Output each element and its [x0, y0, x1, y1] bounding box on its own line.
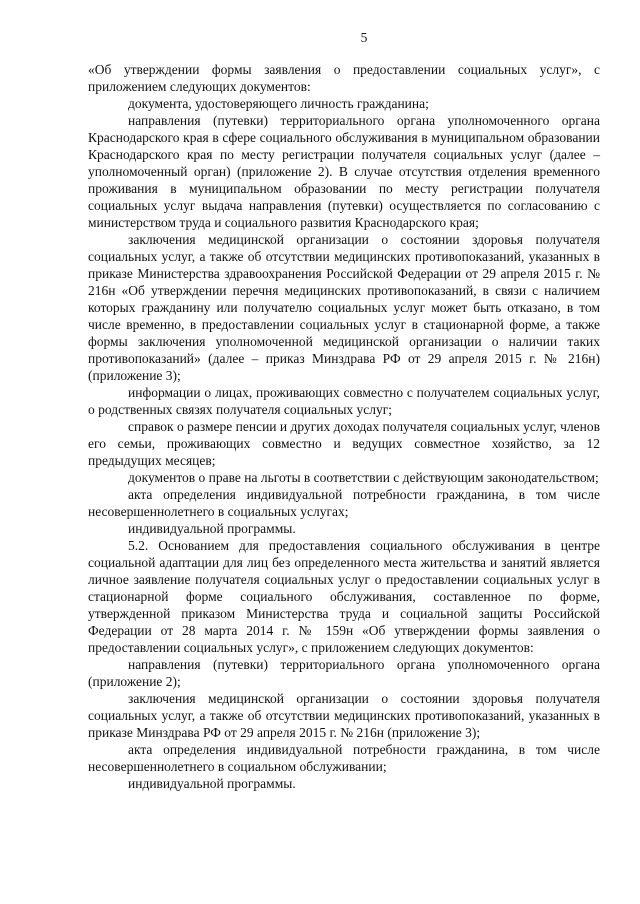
- document-body: [88, 61, 600, 792]
- paragraph: индивидуальной программы.: [128, 521, 296, 536]
- paragraph: 5.2. Основанием для предоставления социального обслуживания в центре социальной адаптации для лиц без определенного места жительства и занятий является личное заявление получателя социальных услуг о предоставлении социальных услуг в стационарной форме социального обслуживания, составленное по форме, утвержденной приказом Министерства труда и социальной защиты Российской Федерации от 28 марта 2014 г. № 159н «Об утверждении формы заявления о предоставлении социальных услуг», с приложением следующих документов:: [88, 538, 600, 655]
- paragraph: индивидуальной программы.: [128, 776, 296, 791]
- paragraph: направления (путевки) территориального органа уполномоченного органа (приложение 2);: [88, 657, 600, 689]
- paragraph: направления (путевки) территориального органа уполномоченного органа Краснодарского края в сфере социального обслуживания в муниципальном образовании Краснодарского края по месту регистрации получателя социальных услуг (далее – уполномоченный орган) (приложение 2). В случае отсутствия отделения временного проживания в муниципальном образовании по месту регистрации получателя социальных услуг выдача направления (путевки) осуществляется по согласованию с министерством труда и социального развития Краснодарского края;: [88, 113, 600, 230]
- page-number: 5: [360, 30, 368, 45]
- paragraph: «Об утверждении формы заявления о предоставлении социальных услуг», с приложением следующих документов:: [88, 62, 600, 94]
- paragraph: документов о праве на льготы в соответствии с действующим законодательством;: [128, 470, 599, 485]
- paragraph: справок о размере пенсии и других доходах получателя социальных услуг, членов его семьи, проживающих совместно и ведущих совместное хозяйство, за 12 предыдущих месяцев;: [88, 419, 600, 468]
- paragraph: документа, удостоверяющего личность гражданина;: [128, 96, 429, 111]
- paragraph: акта определения индивидуальной потребности гражданина, в том числе несовершеннолетнего в социальных услугах;: [88, 487, 600, 519]
- paragraph: акта определения индивидуальной потребности гражданина, в том числе несовершеннолетнего в социальном обслуживании;: [88, 742, 600, 774]
- paragraph: заключения медицинской организации о состоянии здоровья получателя социальных услуг, а также об отсутствии медицинских противопоказаний, указанных в приказе Министерства здравоохранения Российской Федерации от 29 апреля 2015 г. № 216н «Об утверждении перечня медицинских противопоказаний, в связи с наличием которых гражданину или получателю социальных услуг может быть отказано, в том числе временно, в предоставлении социальных услуг в стационарной форме, а также формы заключения уполномоченной медицинской организации о наличии таких противопоказаний» (далее – приказ Минздрава РФ от 29 апреля 2015 г. № 216н) (приложение 3);: [88, 232, 600, 383]
- paragraph: заключения медицинской организации о состоянии здоровья получателя социальных услуг, а также об отсутствии медицинских противопоказаний, указанных в приказе Минздрава РФ от 29 апреля 2015 г. № 216н (приложение 3);: [88, 691, 600, 740]
- paragraph: информации о лицах, проживающих совместно с получателем социальных услуг, о родственных связях получателя социальных услуг;: [88, 385, 600, 417]
